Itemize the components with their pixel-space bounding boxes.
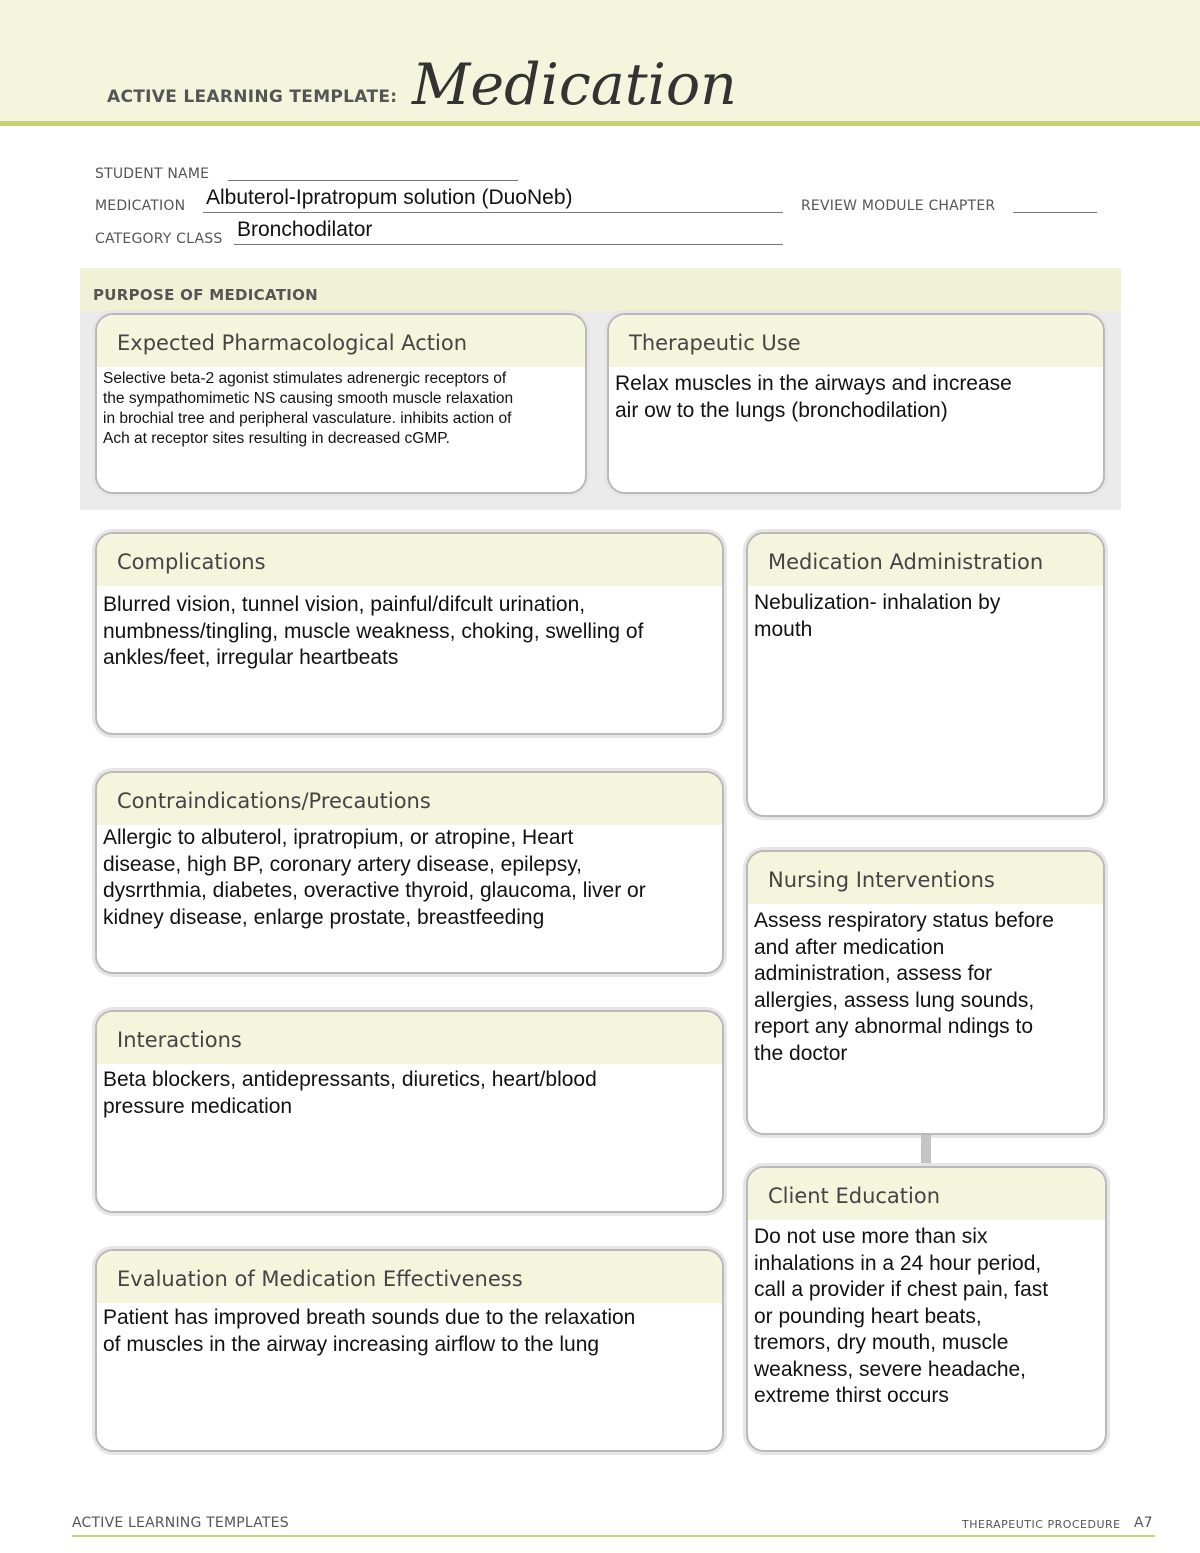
nursing-interventions-title: Nursing Interventions [768,868,995,892]
category-class-label: CATEGORY CLASS [95,231,223,247]
therapeutic-use-card [607,313,1105,494]
medication-field[interactable] [203,212,783,213]
footer-left-label: ACTIVE LEARNING TEMPLATES [72,1515,289,1531]
evaluation-title: Evaluation of Medication Effectiveness [117,1267,523,1291]
card-header [97,773,722,825]
expected-action-title: Expected Pharmacological Action [117,331,468,355]
evaluation-card [95,1249,724,1452]
interactions-title: Interactions [117,1028,242,1052]
page-number: A7 [1134,1515,1153,1531]
card-header [748,534,1103,586]
client-education-card [746,1166,1107,1452]
expected-action-body[interactable]: Selective beta-2 agonist stimulates adrenergic receptors of the sympathomimetic NS causing smooth muscle relaxation in brochial tree and peripheral vasculature. inhibits action of Ach at receptor sites resulting in decreased cGMP. [103,370,514,447]
evaluation-body[interactable]: Patient has improved breath sounds due to the relaxation of muscles in the airway increasing airflow to the lung [103,1306,636,1356]
student-name-field[interactable] [228,180,518,181]
administration-body[interactable]: Nebulization- inhalation by mouth [754,591,1001,641]
nursing-interventions-body[interactable]: Assess respiratory status before and after medication administration, assess for allergies, assess lung sounds, report any abnormal ndings to the doctor [754,909,1054,1065]
category-class-field[interactable] [234,244,783,245]
therapeutic-use-title: Therapeutic Use [629,331,801,355]
medication-label: MEDICATION [95,198,186,214]
template-label: ACTIVE LEARNING TEMPLATE: [107,87,398,107]
complications-body[interactable]: Blurred vision, tunnel vision, painful/difcult urination, numbness/tingling, muscle weakness, choking, swelling of ankles/feet, irregular heartbeats [103,593,644,669]
client-education-title: Client Education [768,1184,941,1208]
review-module-label: REVIEW MODULE CHAPTER [801,198,996,214]
footer-right-label: THERAPEUTIC PROCEDURE [962,1518,1121,1531]
complications-card [95,532,724,735]
card-header [609,315,1103,367]
medication-value: Albuterol-Ipratropum solution (DuoNeb) [206,186,573,209]
interactions-body[interactable]: Beta blockers, antidepressants, diuretics, heart/blood pressure medication [103,1068,597,1118]
nursing-interventions-card [746,850,1105,1135]
card-header [97,1012,722,1064]
card-header [748,852,1103,904]
card-header [748,1168,1105,1220]
therapeutic-use-body[interactable]: Relax muscles in the airways and increase air ow to the lungs (bronchodilation) [615,372,1012,422]
purpose-title: PURPOSE OF MEDICATION [93,286,319,304]
page-title: Medication [412,52,737,118]
contraindications-title: Contraindications/Precautions [117,789,431,813]
complications-title: Complications [117,550,266,574]
category-class-value: Bronchodilator [237,218,373,241]
administration-title: Medication Administration [768,550,1044,574]
expected-action-card [95,313,587,494]
card-header [97,534,722,586]
review-module-field[interactable] [1013,212,1097,213]
header-rule [0,121,1200,126]
client-education-body[interactable]: Do not use more than six inhalations in a 24 hour period, call a provider if chest pain, fast or pounding heart beats, tremors, dry mouth, muscle weakness, severe headache, extreme thirst occurs [754,1225,1049,1407]
student-name-label: STUDENT NAME [95,166,210,182]
card-header [97,315,585,367]
card-connector [921,1135,931,1166]
contraindications-card [95,771,724,974]
interactions-card [95,1010,724,1213]
footer-rule [72,1535,1155,1537]
administration-card [746,532,1105,817]
card-header [97,1251,722,1303]
contraindications-body[interactable]: Allergic to albuterol, ipratropium, or atropine, Heart disease, high BP, coronary artery disease, epilepsy, dysrrthmia, diabetes, overactive thyroid, glaucoma, liver or kidney disease, enlarge prostate, breastfeeding [103,826,646,929]
